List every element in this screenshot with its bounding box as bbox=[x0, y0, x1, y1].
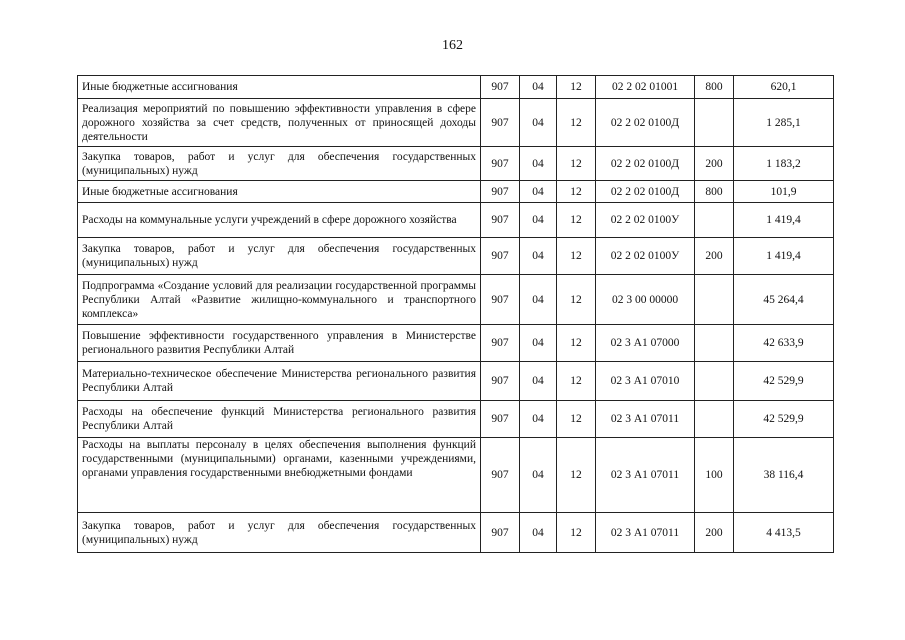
row-ved: 907 bbox=[481, 325, 520, 362]
row-csr: 02 3 А1 07000 bbox=[596, 325, 695, 362]
row-csr: 02 3 А1 07011 bbox=[596, 513, 695, 553]
row-name: Закупка товаров, работ и услуг для обеспечения государственных (муниципальных) нужд bbox=[78, 238, 481, 275]
row-csr: 02 2 02 0100Д bbox=[596, 181, 695, 203]
row-pr: 12 bbox=[557, 438, 596, 513]
row-ved: 907 bbox=[481, 99, 520, 147]
row-sum: 1 419,4 bbox=[734, 238, 834, 275]
table-row bbox=[78, 181, 834, 203]
row-name: Повышение эффективности государственного управления в Министерстве регионального развития Республики Алтай bbox=[78, 325, 481, 362]
row-pr: 12 bbox=[557, 513, 596, 553]
row-pr: 12 bbox=[557, 147, 596, 181]
row-vr: 100 bbox=[695, 438, 734, 513]
row-name: Материально-техническое обеспечение Министерства регионального развития Республики Алтай bbox=[78, 362, 481, 401]
row-rz: 04 bbox=[520, 181, 557, 203]
row-rz: 04 bbox=[520, 438, 557, 513]
row-ved: 907 bbox=[481, 238, 520, 275]
row-sum: 42 633,9 bbox=[734, 325, 834, 362]
row-name: Иные бюджетные ассигнования bbox=[78, 181, 481, 203]
table-row bbox=[78, 401, 834, 438]
row-sum: 620,1 bbox=[734, 76, 834, 99]
row-vr bbox=[695, 275, 734, 325]
row-vr: 200 bbox=[695, 238, 734, 275]
row-name: Расходы на выплаты персоналу в целях обеспечения выполнения функций государственными (муниципальными) органами, казенными учреждениями, органами управления государственными внебюджетными фондами bbox=[78, 438, 481, 513]
row-ved: 907 bbox=[481, 362, 520, 401]
row-rz: 04 bbox=[520, 401, 557, 438]
row-vr: 800 bbox=[695, 181, 734, 203]
row-name: Расходы на обеспечение функций Министерства регионального развития Республики Алтай bbox=[78, 401, 481, 438]
row-name: Подпрограмма «Создание условий для реализации государственной программы Республики Алтай «Развитие жилищно-коммунального и транспортного комплекса» bbox=[78, 275, 481, 325]
row-vr bbox=[695, 203, 734, 238]
row-csr: 02 3 А1 07011 bbox=[596, 401, 695, 438]
row-sum: 42 529,9 bbox=[734, 362, 834, 401]
row-csr: 02 3 00 00000 bbox=[596, 275, 695, 325]
row-sum: 38 116,4 bbox=[734, 438, 834, 513]
row-vr bbox=[695, 401, 734, 438]
row-rz: 04 bbox=[520, 513, 557, 553]
row-vr bbox=[695, 362, 734, 401]
row-csr: 02 3 А1 07011 bbox=[596, 438, 695, 513]
row-pr: 12 bbox=[557, 275, 596, 325]
row-sum: 1 419,4 bbox=[734, 203, 834, 238]
table-row bbox=[78, 438, 834, 513]
table-row bbox=[78, 99, 834, 147]
row-ved: 907 bbox=[481, 275, 520, 325]
table-row bbox=[78, 147, 834, 181]
row-pr: 12 bbox=[557, 203, 596, 238]
row-vr: 200 bbox=[695, 147, 734, 181]
budget-table bbox=[77, 75, 834, 553]
row-vr: 800 bbox=[695, 76, 734, 99]
row-pr: 12 bbox=[557, 76, 596, 99]
row-pr: 12 bbox=[557, 181, 596, 203]
table-row bbox=[78, 76, 834, 99]
table-row bbox=[78, 238, 834, 275]
table-row bbox=[78, 275, 834, 325]
row-rz: 04 bbox=[520, 99, 557, 147]
row-rz: 04 bbox=[520, 203, 557, 238]
row-ved: 907 bbox=[481, 513, 520, 553]
table-row bbox=[78, 513, 834, 553]
row-pr: 12 bbox=[557, 362, 596, 401]
row-ved: 907 bbox=[481, 203, 520, 238]
row-rz: 04 bbox=[520, 238, 557, 275]
row-vr bbox=[695, 325, 734, 362]
table-row bbox=[78, 362, 834, 401]
row-sum: 1 285,1 bbox=[734, 99, 834, 147]
row-name: Иные бюджетные ассигнования bbox=[78, 76, 481, 99]
table-row bbox=[78, 203, 834, 238]
row-csr: 02 3 А1 07010 bbox=[596, 362, 695, 401]
row-sum: 45 264,4 bbox=[734, 275, 834, 325]
row-ved: 907 bbox=[481, 147, 520, 181]
table-row bbox=[78, 325, 834, 362]
row-ved: 907 bbox=[481, 76, 520, 99]
row-name: Расходы на коммунальные услуги учреждений в сфере дорожного хозяйства bbox=[78, 203, 481, 238]
row-vr: 200 bbox=[695, 513, 734, 553]
row-pr: 12 bbox=[557, 401, 596, 438]
row-rz: 04 bbox=[520, 147, 557, 181]
row-ved: 907 bbox=[481, 401, 520, 438]
row-name: Реализация мероприятий по повышению эффективности управления в сфере дорожного хозяйства за счет средств, полученных от приносящей доходы деятельности bbox=[78, 99, 481, 147]
row-name: Закупка товаров, работ и услуг для обеспечения государственных (муниципальных) нужд bbox=[78, 513, 481, 553]
row-csr: 02 2 02 01001 bbox=[596, 76, 695, 99]
row-ved: 907 bbox=[481, 438, 520, 513]
row-vr bbox=[695, 99, 734, 147]
row-sum: 101,9 bbox=[734, 181, 834, 203]
row-csr: 02 2 02 0100Д bbox=[596, 99, 695, 147]
row-rz: 04 bbox=[520, 275, 557, 325]
row-csr: 02 2 02 0100У bbox=[596, 238, 695, 275]
row-sum: 1 183,2 bbox=[734, 147, 834, 181]
row-rz: 04 bbox=[520, 362, 557, 401]
row-csr: 02 2 02 0100Д bbox=[596, 147, 695, 181]
row-rz: 04 bbox=[520, 76, 557, 99]
row-pr: 12 bbox=[557, 325, 596, 362]
row-rz: 04 bbox=[520, 325, 557, 362]
row-csr: 02 2 02 0100У bbox=[596, 203, 695, 238]
row-pr: 12 bbox=[557, 99, 596, 147]
row-ved: 907 bbox=[481, 181, 520, 203]
page-number: 162 bbox=[442, 38, 463, 53]
row-pr: 12 bbox=[557, 238, 596, 275]
row-sum: 4 413,5 bbox=[734, 513, 834, 553]
row-sum: 42 529,9 bbox=[734, 401, 834, 438]
row-name: Закупка товаров, работ и услуг для обеспечения государственных (муниципальных) нужд bbox=[78, 147, 481, 181]
